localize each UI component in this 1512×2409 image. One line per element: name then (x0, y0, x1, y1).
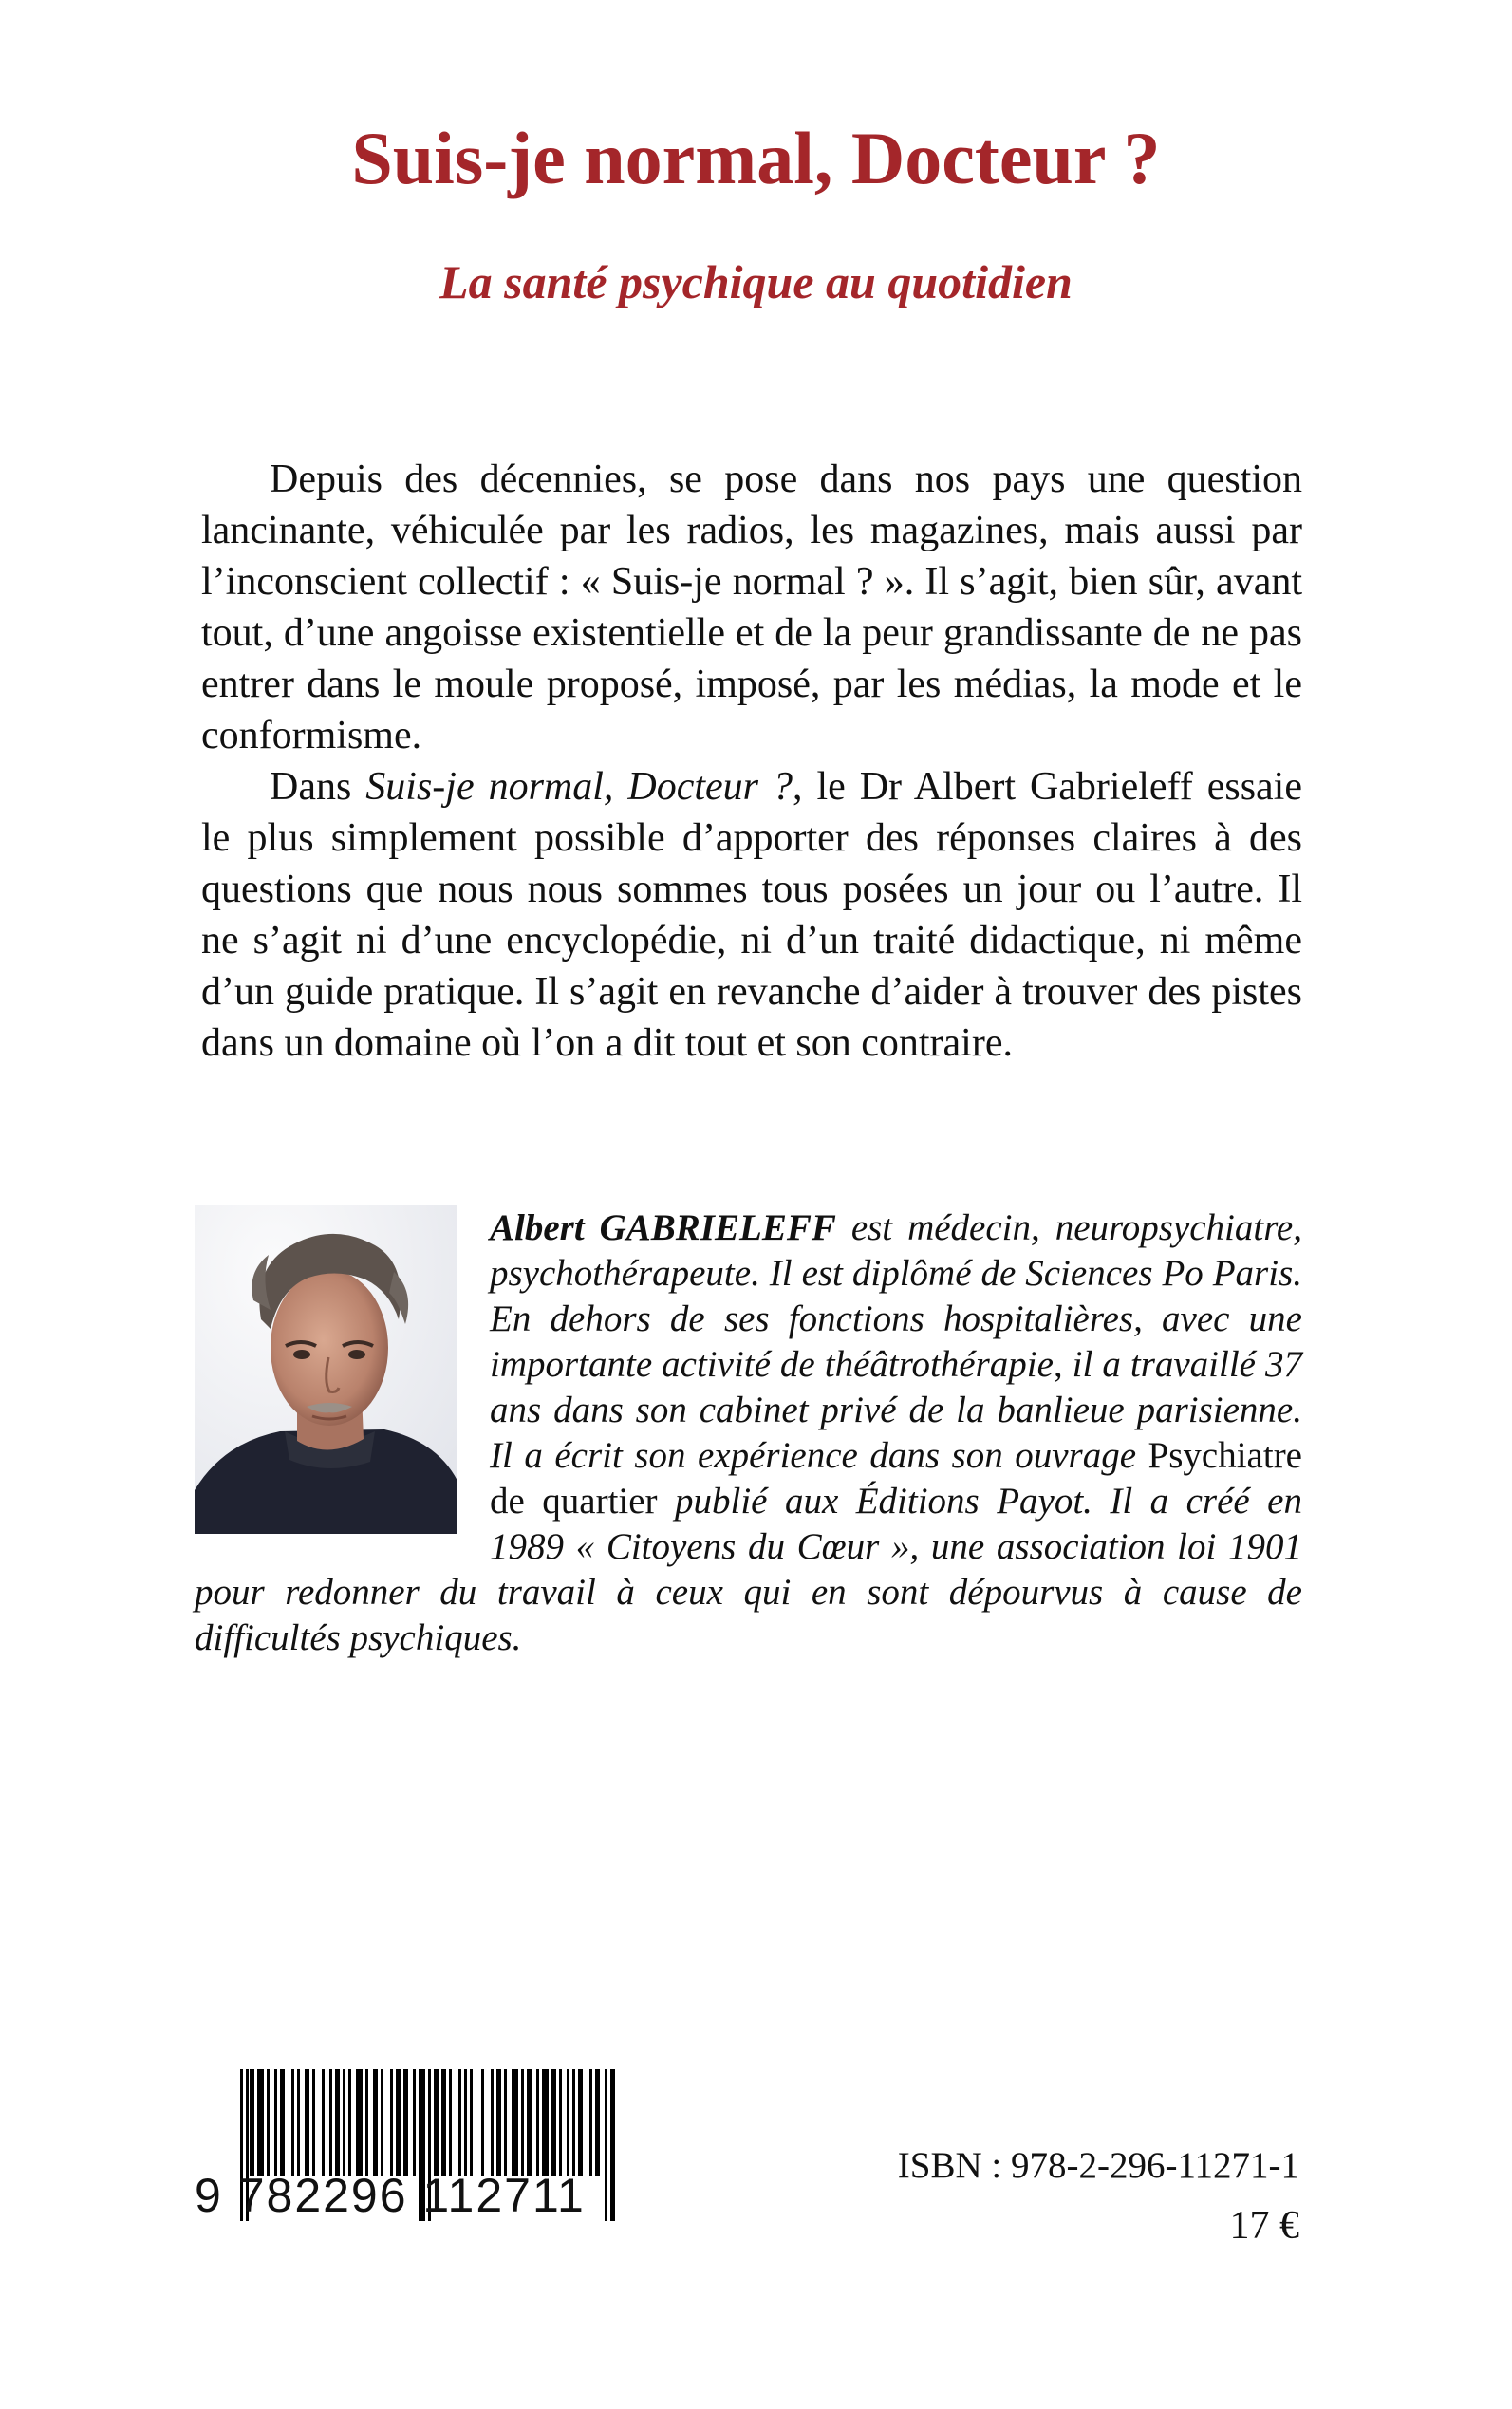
barcode-bar (381, 2069, 383, 2176)
barcode-bar (496, 2069, 501, 2176)
barcode-bar (329, 2069, 332, 2176)
barcode-bar (356, 2069, 363, 2176)
summary-paragraph-2-rest: , le Dr Albert Gabrieleff essaie le plus simplement possible d’apporter des réponses claires à des questions que nous nous sommes tous posées un jour ou l’autre. Il ne s’agit ni d’une encyclopédie, ni d’un traité didactique, ni même d’un guide pratique. Il s’agit en revanche d’aider à trouver des pistes dans un domaine où l’on a dit tout et son contraire. (201, 765, 1302, 1065)
author-book-reference: Psychiatre de quartier (490, 1435, 1302, 1522)
barcode-bar (481, 2069, 484, 2176)
barcode-bar (348, 2069, 351, 2176)
barcode-digits: 9 782296 112711 (195, 2169, 586, 2222)
barcode-bar (335, 2069, 340, 2176)
isbn: ISBN : 978-2-296-11271-1 (897, 2145, 1299, 2186)
barcode-bar (291, 2069, 294, 2176)
summary-text (201, 454, 1302, 1069)
barcode-bar (536, 2069, 539, 2176)
summary-paragraph-2-lead: Dans (270, 765, 366, 809)
author-name: Albert GABRIELEFF (490, 1207, 836, 1248)
barcode-bar (449, 2069, 452, 2176)
barcode-bar (470, 2069, 473, 2176)
barcode-bar (365, 2069, 368, 2176)
barcode-bar (441, 2069, 446, 2176)
barcode-bar (559, 2069, 562, 2176)
book-subtitle: La santé psychique au quotidien (439, 255, 1073, 308)
barcode-bar (305, 2069, 309, 2176)
barcode-bar (572, 2069, 575, 2176)
author-bio-part-1: est médecin, neuropsychiatre, psychothérapeute. Il est diplômé de Sciences Po Paris. En dehors de ses fonctions hospitalières, avec une importante activité de théâtrothérapie, il a travaillé 37 ans dans son cabinet privé de la banlieue parisienne. Il a écrit son expérience dans son ouvrage (490, 1207, 1302, 1476)
barcode-bar (578, 2069, 583, 2176)
barcode-bar (343, 2069, 345, 2176)
barcode-bar (527, 2069, 532, 2176)
barcode-bar (297, 2069, 300, 2176)
barcode-bar (403, 2069, 408, 2176)
barcode-bar (390, 2069, 393, 2176)
summary-paragraph-2 (201, 761, 1302, 1069)
price: 17 € (1229, 2204, 1299, 2248)
barcode-bar (589, 2069, 592, 2176)
barcode-bar (434, 2069, 439, 2176)
barcode-bar (413, 2069, 416, 2176)
barcode-bar (551, 2069, 556, 2176)
barcode-bar (504, 2069, 507, 2176)
barcode-bar (322, 2069, 325, 2176)
barcode-bar (250, 2069, 254, 2176)
barcode-bar (257, 2069, 264, 2176)
author-bio-part-2: publié aux Éditions Payot. Il a créé en 1989 « Citoyens du Cœur », une association loi 1901 pour redonner du travail à ceux qui en sont dépourvus à cause de difficultés psychiques. (195, 1481, 1302, 1658)
barcode-bar (274, 2069, 277, 2176)
author-bio (195, 1205, 1302, 1661)
book-title: Suis-je normal, Docteur ? (351, 117, 1161, 199)
summary-book-reference: Suis-je normal, Docteur ? (365, 765, 793, 809)
barcode-bar (512, 2069, 518, 2176)
author-portrait-image (195, 1205, 457, 1534)
barcode-bar (312, 2069, 315, 2176)
barcode (195, 2069, 617, 2231)
barcode-bar (464, 2069, 467, 2176)
barcode-bar (396, 2069, 401, 2176)
barcode-bar (280, 2069, 285, 2176)
barcode-bar (373, 2069, 378, 2176)
barcode-bar (491, 2069, 494, 2176)
barcode-bar (542, 2069, 549, 2176)
author-photo (195, 1205, 457, 1534)
barcode-bar (595, 2069, 600, 2176)
barcode-bar (267, 2069, 270, 2176)
barcode-bar (458, 2069, 461, 2176)
summary-paragraph-1: Depuis des décennies, se pose dans nos pays une question lancinante, véhiculée par les radios, les magazines, mais aussi par l’inconscient collectif : « Suis-je normal ? ». Il s’agit, bien sûr, avant tout, d’une angoisse existentielle et de la peur grandissante de ne pas entrer dans le moule proposé, imposé, par les médias, la mode et le conformisme. (201, 458, 1302, 757)
barcode-bar (521, 2069, 524, 2176)
barcode-bar (567, 2069, 569, 2176)
